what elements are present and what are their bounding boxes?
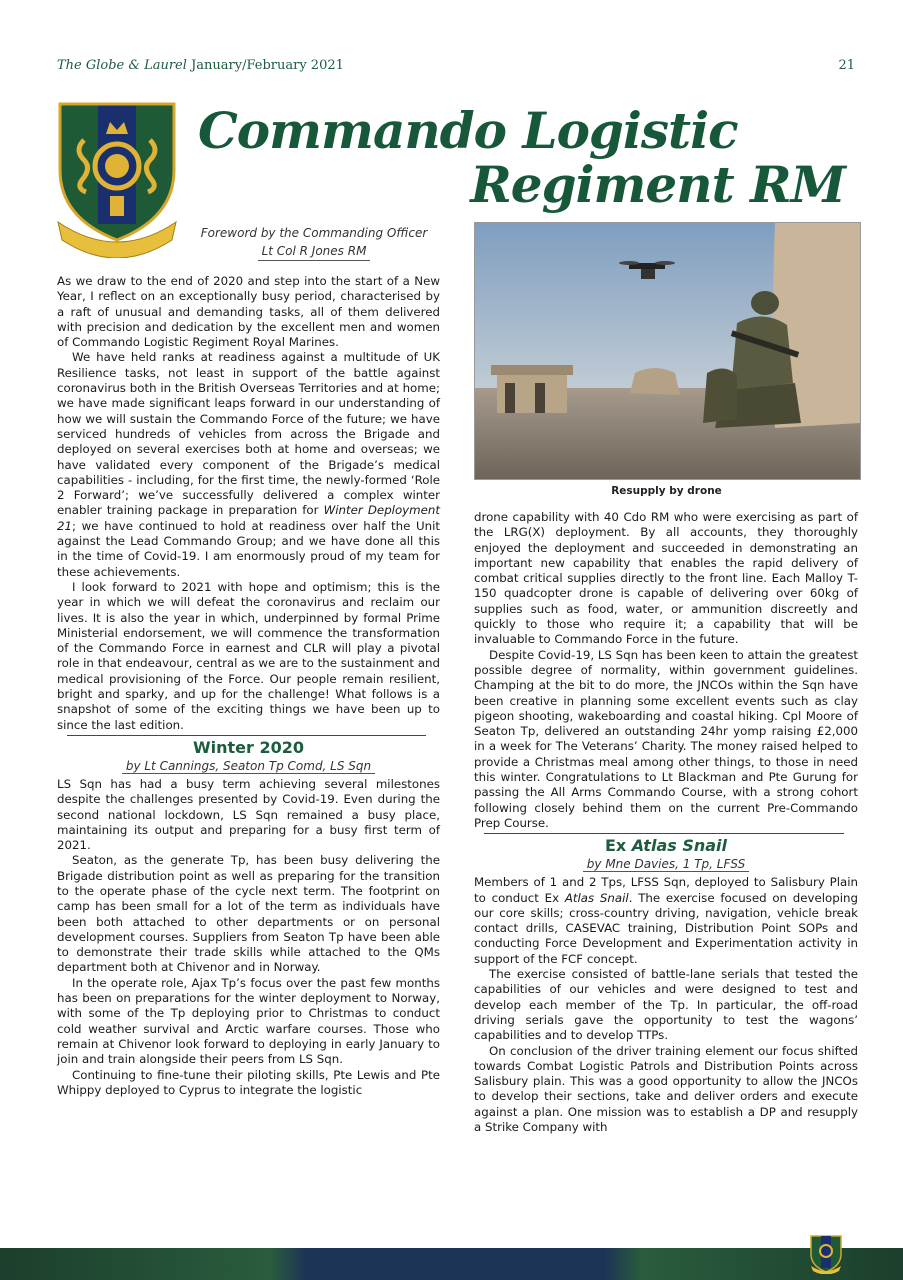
footer-band bbox=[0, 1248, 903, 1280]
winter-paragraph-4: Continuing to fine-tune their piloting skills, Pte Lewis and Pte Whippy deployed to Cyprus to integrate the logistic bbox=[57, 1067, 440, 1097]
snail-section-byline: by Mne Davies, 1 Tp, LFSS bbox=[474, 856, 858, 873]
left-column bbox=[57, 274, 440, 1098]
winter-paragraph-3: In the operate role, Ajax Tp’s focus over the past few months has been on preparations for the winter deployment to Norway, with some of the Tp deploying prior to Christmas to conduct cold weather survival and Arctic warfare courses. Those who remain at Chivenor look forward to deploying in early January to join and train alongside their peers from LS Sqn. bbox=[57, 975, 440, 1067]
snail-paragraph-1: Members of 1 and 2 Tps, LFSS Sqn, deployed to Salisbury Plain to conduct Ex Atlas Snail. The exercise focused on developing our core skills; cross-country driving, navigation, vehicle break contact drills, CASEVAC training, Distribution Point SOPs and conducting Force Development and Experimentation activity in support of the FCF concept. bbox=[474, 875, 858, 966]
right-column bbox=[474, 510, 858, 1135]
winter-deployment-ref: Winter Deployment 21 bbox=[57, 503, 441, 533]
intro-paragraph-3: I look forward to 2021 with hope and optimism; this is the year in which we will defeat the coronavirus and reclaim our lives. It is also the year in which, underpinned by formal Prime Ministerial endorsement, we will commence the transformation of the Commando Force in earnest and CLR will play a pivotal role in that endeavour, central as we are to the sustainment and medical provisioning of the Force. Our people remain resilient, bright and sparky, and up for the challenge! What follows is a snapshot of some of the exciting things we have been up to since the last edition. bbox=[57, 579, 440, 732]
drone-resupply-image bbox=[475, 223, 860, 479]
footer-crest-icon bbox=[809, 1234, 843, 1274]
foreword-author: Lt Col R Jones RM bbox=[258, 242, 371, 261]
intro-paragraph-2: We have held ranks at readiness against a multitude of UK Resilience tasks, not least in support of the battle against coronavirus both in the British Overseas Territories and at home; we have made significant leaps forward in our understanding of how we will sustain the Commando Force of the future; we have serviced hundreds of vehicles from across the Brigade and deployed on several exercises both at home and overseas; we have validated every component of the Brigade’s medical capabilities - including, for the first time, the newly-formed ‘Role 2 Forward’; we’ve successfully delivered a complex winter enabler training package in preparation for Winter Deployment 21; we have continued to hold at readiness over half the Unit against the Lead Commando Group; and we have done all this in the time of Covid-19. I am enormously proud of my team for these achievements. bbox=[57, 350, 441, 579]
winter-paragraph-2: Seaton, as the generate Tp, has been busy delivering the Brigade distribution point as well as preparing for the transition to the operate phase of the cycle next term. The footprint on camp has been small for a lot of the term as individuals have been both attached to other departments or on personal development courses. Suppliers from Seaton Tp have been able to demonstrate their trade skills while attached to the QMs department both at Chivenor and in Norway. bbox=[57, 853, 440, 975]
winter-continued-2: Despite Covid-19, LS Sqn has been keen to attain the greatest possible degree of normality, within government guidelines. Champing at the bit to do more, the JNCOs within the Sqn have been creative in planning some excellent events such as clay pigeon shooting, wakeboarding and coastal hiking. Cpl Moore of Seaton Tp, delivered an outstanding 24hr yomp raising £2,000 in a week for The Veterans’ Charity. The money raised helped to provide a Christmas meal among other things, to those in need this winter. Congratulations to Lt Blackman and Pte Gurung for passing the All Arms Commando Course, with a strong cohort following closely behind them on the current Pre-Commando Prep Course. bbox=[474, 647, 858, 830]
regimental-crest-icon bbox=[54, 100, 180, 258]
snail-paragraph-2: The exercise consisted of battle-lane serials that tested the capabilities of our vehicles and were designed to test and develop each member of the Tp. In particular, the off-road driving serials gave the opportunity to test the wagons’ capabilities and to develop TTPs. bbox=[474, 967, 858, 1043]
article-title-line1: Commando Logistic bbox=[198, 101, 738, 160]
article-title-line2: Regiment RM bbox=[470, 155, 845, 214]
winter-section-title: Winter 2020 bbox=[192, 737, 304, 757]
issue-date: January/February 2021 bbox=[191, 58, 344, 73]
running-header bbox=[57, 58, 855, 78]
winter-paragraph-1: LS Sqn has had a busy term achieving several milestones despite the challenges presented by Covid-19. Even during the second national lockdown, LS Sqn remained a busy place, maintaining its output and preparing for a busy first term of 2021. bbox=[57, 776, 440, 853]
photo-caption: Resupply by drone bbox=[611, 485, 722, 497]
snail-section-title: Ex Atlas Snail bbox=[604, 836, 728, 856]
foreword-credit bbox=[186, 224, 442, 261]
winter-continued-1: drone capability with 40 Cdo RM who were exercising as part of the LRG(X) deployment. By all accounts, they thoroughly enjoyed the deployment and succeeded in demonstrating an important new capability that enables the rapid delivery of combat critical supplies directly to the front line. Each Malloy T-150 quadcopter drone is capable of delivering over 60kg of supplies such as food, water, or ammunition discreetly and quickly to those who require it; a capability that will be invaluable to Commando Force in the future. bbox=[474, 510, 858, 647]
foreword-role: Foreword by the Commanding Officer bbox=[200, 226, 428, 240]
winter-section-byline: by Lt Cannings, Seaton Tp Comd, LS Sqn bbox=[57, 758, 440, 775]
snail-paragraph-3: On conclusion of the driver training element our focus shifted towards Combat Logistic Patrols and Distribution Points across Salisbury plain. This was a good opportunity to allow the JNCOs to develop their sections, take and deliver orders and execute against a plan. One mission was to establish a DP and resupply a Strike Company with bbox=[474, 1043, 858, 1134]
magazine-title: The Globe & Laurel bbox=[57, 58, 187, 73]
section-divider bbox=[67, 735, 426, 736]
intro-paragraph-1: As we draw to the end of 2020 and step into the start of a New Year, I reflect on an exceptionally busy period, characterised by a raft of unusual and demanding tasks, all of them delivered with precision and dedication by the excellent men and women of Commando Logistic Regiment Royal Marines. bbox=[57, 274, 440, 350]
section-divider bbox=[484, 833, 844, 834]
page-number: 21 bbox=[838, 58, 855, 73]
drone-photo bbox=[474, 222, 861, 480]
